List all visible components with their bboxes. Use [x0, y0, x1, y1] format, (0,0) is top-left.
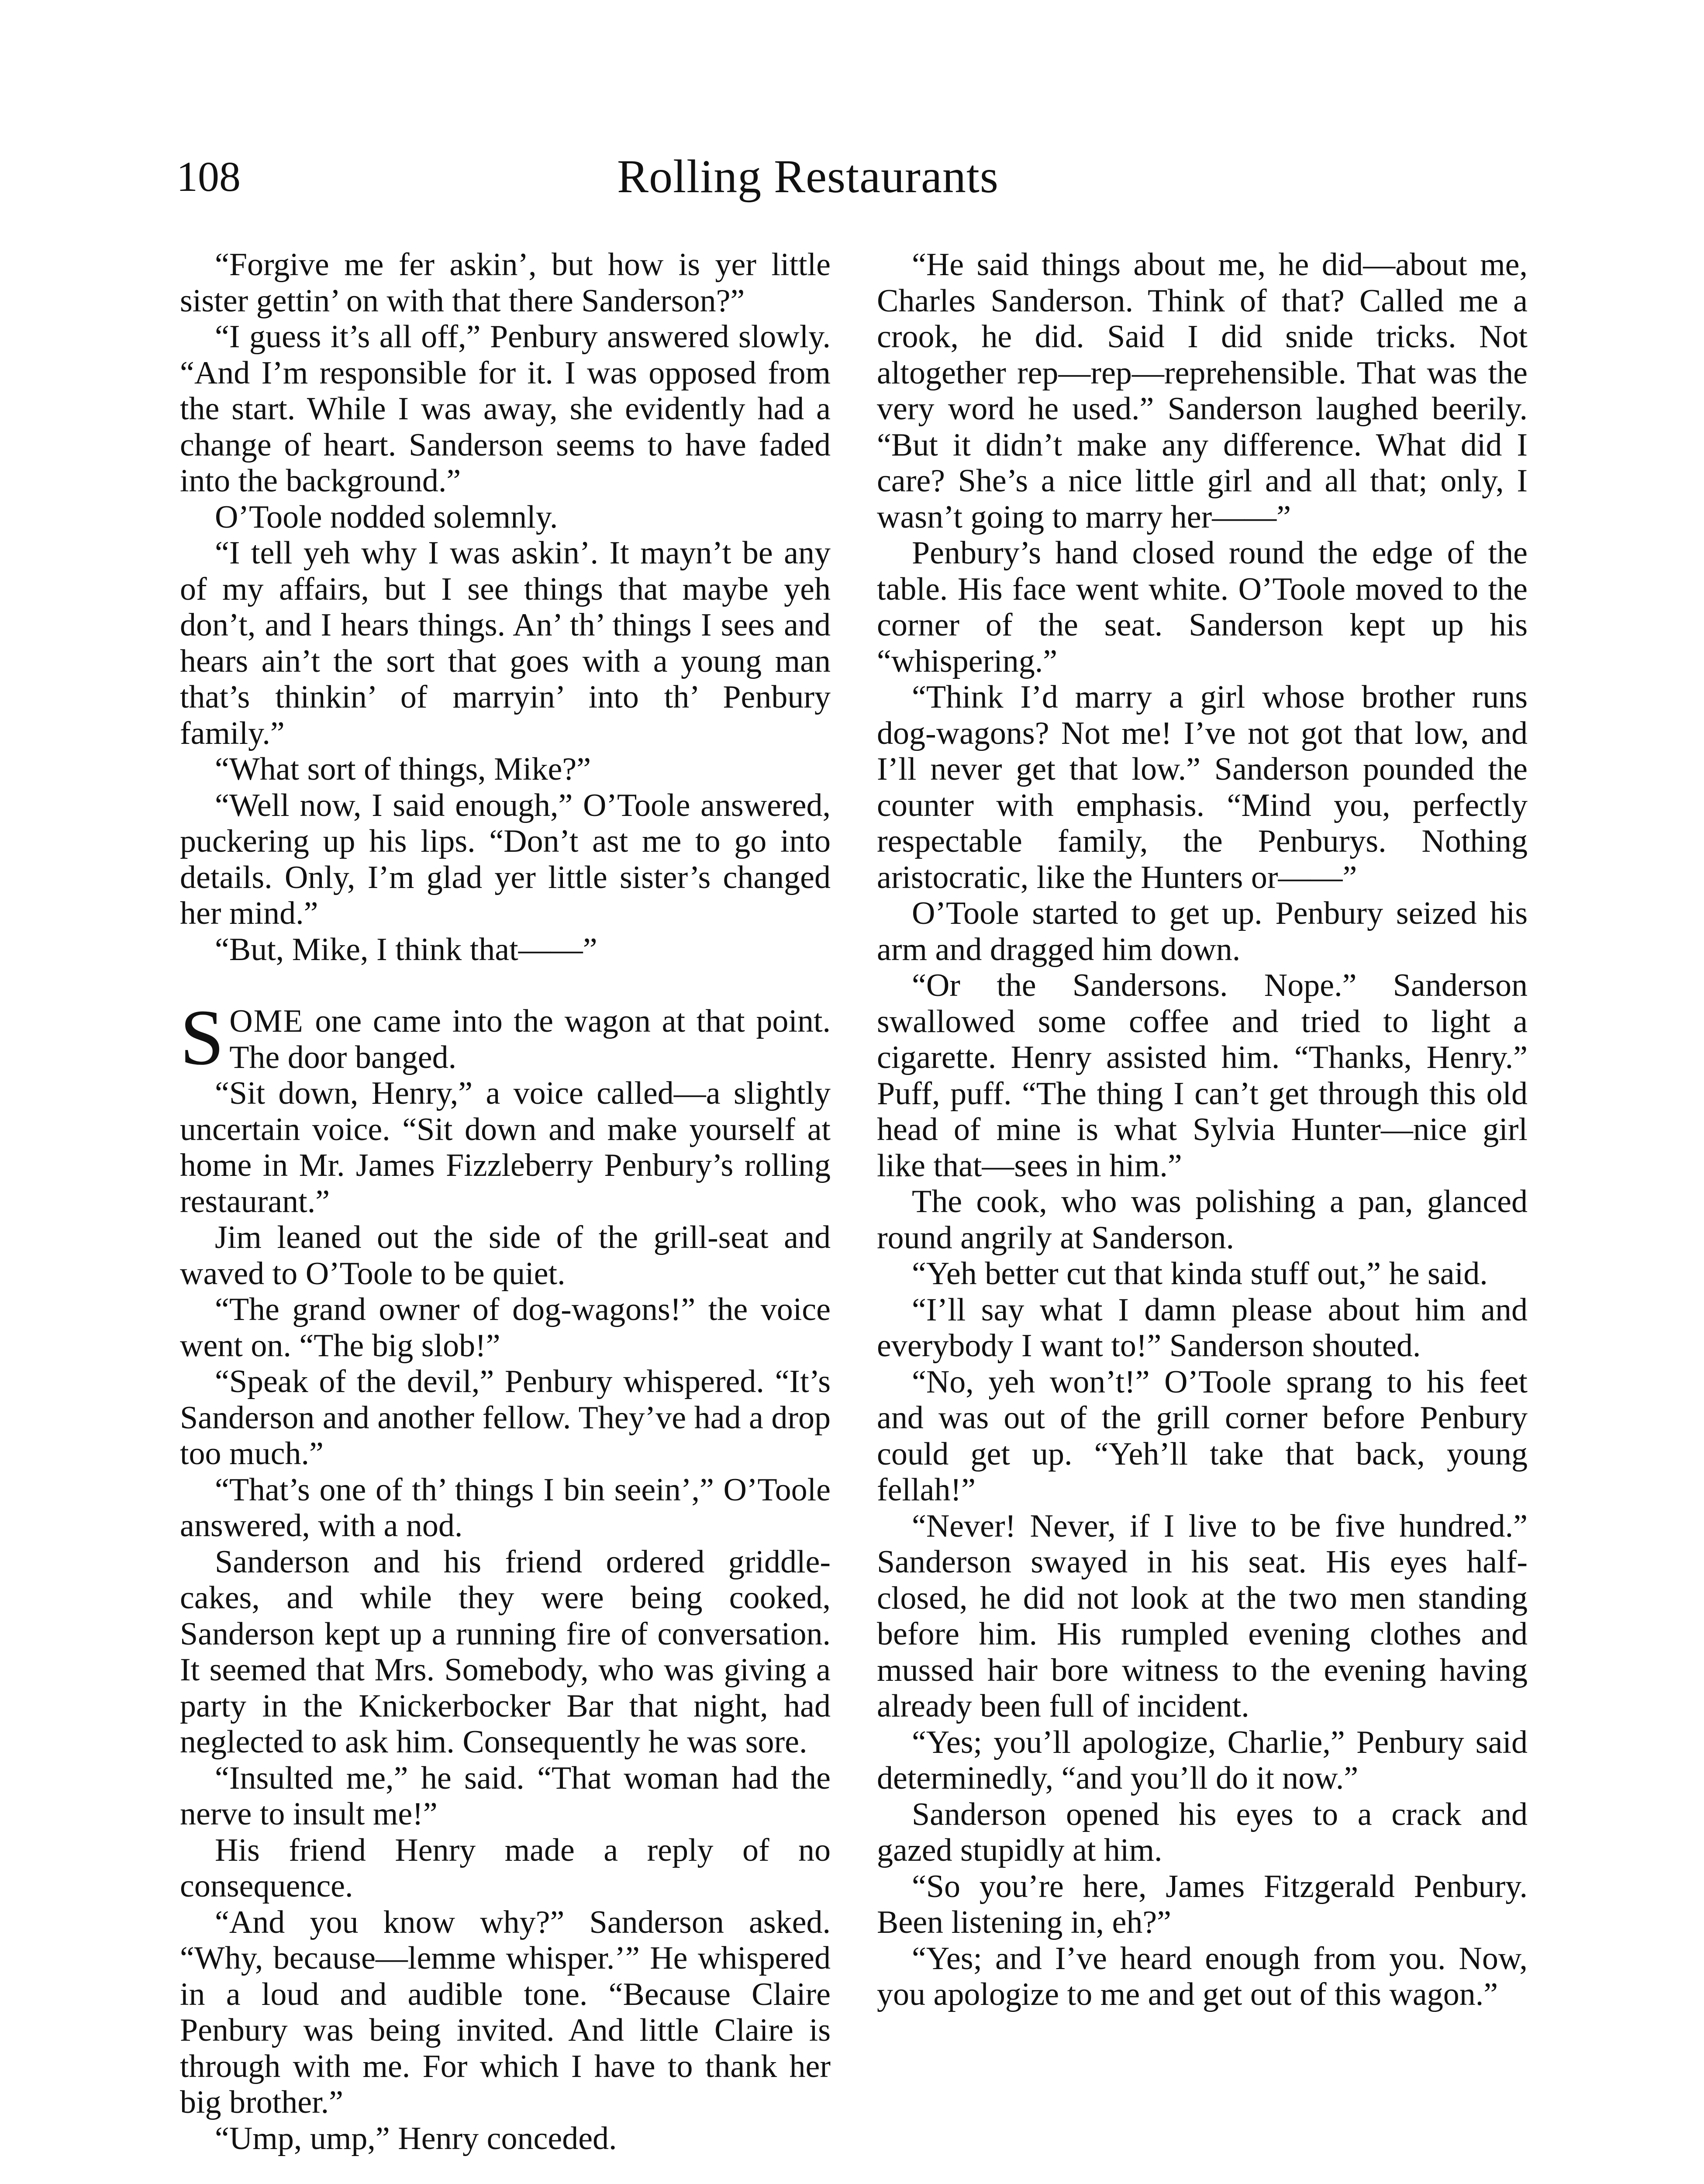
paragraph: O’Toole nodded solemnly. — [215, 499, 558, 535]
paragraph: O’Toole started to get up. Penbury seized his arm and dragged him down. — [877, 895, 1528, 968]
paragraph: “Speak of the devil,” Penbury whispered. “It’s Sanderson and another fellow. They’ve had a drop too much.” — [180, 1364, 831, 1472]
paragraph: “Never! Never, if I live to be five hundred.” Sanderson swayed in his seat. His eyes half-closed, he did not look at the two men standing before him. His rumpled evening clothes and mussed hair bore witness to the evening having already been full of incident. — [877, 1508, 1528, 1724]
paragraph: “No, yeh won’t!” O’Toole sprang to his feet and was out of the grill corner before Penbury could get up. “Yeh’ll take that back, young fellah!” — [877, 1364, 1528, 1508]
paragraph: “Ump, ump,” Henry conceded. — [215, 2120, 617, 2156]
paragraph: Jim leaned out the side of the grill-seat and waved to O’Toole to be quiet. — [180, 1220, 831, 1292]
paragraph: “I guess it’s all off,” Penbury answered slowly. “And I’m responsible for it. I was opposed from the start. While I was away, she evidently had a change of heart. Sanderson seems to have faded into the background.” — [180, 319, 831, 499]
drop-cap: S — [180, 994, 224, 1082]
paragraph: “Sit down, Henry,” a voice called—a slightly uncertain voice. “Sit down and make yourself at home in Mr. James Fizzleberry Penbury’s rolling restaurant.” — [180, 1075, 831, 1220]
paragraph: “And you know why?” Sanderson asked. “Why, because—lemme whisper.’” He whispered in a loud and audible tone. “Because Claire Penbury was being invited. And little Claire is through with me. For which I have to thank her big brother.” — [180, 1904, 831, 2120]
section-opening-paragraph — [180, 994, 831, 1082]
paragraph: “I tell yeh why I was askin’. It mayn’t be any of my affairs, but I see things that maybe yeh don’t, and I hears things. An’ th’ things I sees and hears ain’t the sort that goes with a young man that’s thinkin’ of marryin’ into th’ Penbury family.” — [180, 535, 831, 751]
right-column — [877, 247, 1528, 2013]
left-column — [180, 247, 831, 2156]
running-title: Rolling Restaurants — [617, 151, 999, 203]
small-caps-lead: OME — [229, 1003, 304, 1039]
paragraph: Sanderson and his friend ordered griddle-cakes, and while they were being cooked, Sanderson kept up a running fire of conversation. It seemed that Mrs. Somebody, who was giving a party in the Knickerbocker Bar that night, had neglected to ask him. Consequently he was sore. — [180, 1544, 831, 1760]
paragraph: “Think I’d marry a girl whose brother runs dog-wagons? Not me! I’ve not got that low, and I’ll never get that low.” Sanderson pounded the counter with emphasis. “Mind you, perfectly respectable family, the Penburys. Nothing aristocratic, like the Hunters or——” — [877, 679, 1528, 895]
section-opening-text: one came into the wagon at that point. The door banged. — [229, 1003, 831, 1075]
paragraph: The cook, who was polishing a pan, glanced round angrily at Sanderson. — [877, 1184, 1528, 1256]
paragraph: “What sort of things, Mike?” — [215, 751, 591, 787]
paragraph: “Well now, I said enough,” O’Toole answered, puckering up his lips. “Don’t ast me to go into details. Only, I’m glad yer little sister’s changed her mind.” — [180, 787, 831, 931]
paragraph: “He said things about me, he did—about me, Charles Sanderson. Think of that? Called me a crook, he did. Said I did snide tricks. Not altogether rep—rep—reprehensible. That was the very word he used.” Sanderson laughed beerily. “But it didn’t make any difference. What did I care? She’s a nice little girl and all that; only, I wasn’t going to marry her——” — [877, 247, 1528, 535]
page-header — [0, 146, 1704, 216]
paragraph: “Yeh better cut that kinda stuff out,” he said. — [912, 1256, 1488, 1292]
paragraph: “Yes; and I’ve heard enough from you. Now, you apologize to me and get out of this wagon.” — [877, 1940, 1528, 2012]
paragraph: “Yes; you’ll apologize, Charlie,” Penbury said determinedly, “and you’ll do it now.” — [877, 1724, 1528, 1796]
paragraph: Sanderson opened his eyes to a crack and gazed stupidly at him. — [877, 1796, 1528, 1868]
paragraph: His friend Henry made a reply of no consequence. — [180, 1832, 831, 1904]
paragraph: “So you’re here, James Fitzgerald Penbury. Been listening in, eh?” — [877, 1868, 1528, 1940]
page-number: 108 — [176, 153, 241, 200]
paragraph: “The grand owner of dog-wagons!” the voice went on. “The big slob!” — [180, 1292, 831, 1364]
paragraph: Penbury’s hand closed round the edge of the table. His face went white. O’Toole moved to the corner of the seat. Sanderson kept up his “whispering.” — [877, 535, 1528, 679]
paragraph: “But, Mike, I think that——” — [215, 931, 597, 968]
paragraph: “Forgive me fer askin’, but how is yer little sister gettin’ on with that there Sanderson?” — [180, 247, 831, 319]
paragraph: “Or the Sandersons. Nope.” Sanderson swallowed some coffee and tried to light a cigarette. Henry assisted him. “Thanks, Henry.” Puff, puff. “The thing I can’t get through this old head of mine is what Sylvia Hunter—nice girl like that—sees in him.” — [877, 968, 1528, 1184]
paragraph: “That’s one of th’ things I bin seein’,” O’Toole answered, with a nod. — [180, 1472, 831, 1544]
paragraph: “Insulted me,” he said. “That woman had the nerve to insult me!” — [180, 1760, 831, 1832]
paragraph: “I’ll say what I damn please about him and everybody I want to!” Sanderson shouted. — [877, 1292, 1528, 1364]
